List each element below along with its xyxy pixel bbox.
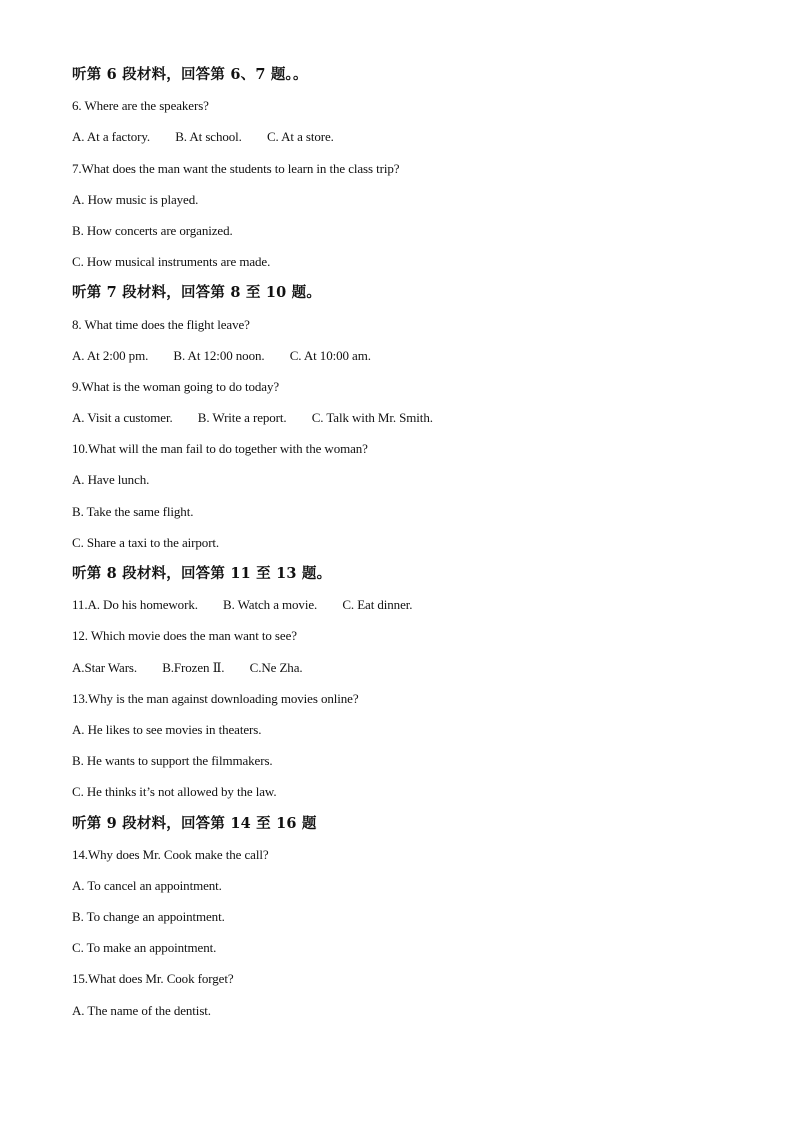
option-13-b: B. He wants to support the filmmakers. [72,753,273,769]
question-stem-6: 6. Where are the speakers? [72,98,209,114]
option-13-a: A. He likes to see movies in theaters. [72,721,262,737]
option-7-c: C. How musical instruments are made. [72,254,271,270]
option-11-a: 11.A. Do his homework. [72,597,198,613]
option-6-c: C. At a store. [266,129,334,145]
options-row-11 [72,594,752,625]
section-heading-7: 听第 7 段材料，回答第 8 至 10 题。 [72,284,322,302]
option-6-b: B. At school. [175,129,242,145]
option-13-c: C. He thinks it’s not allowed by the law. [72,784,277,800]
question-stem-14: 14.Why does Mr. Cook make the call? [72,846,269,862]
question-stem-7: 7.What does the man want the students to learn in the class trip? [72,160,400,176]
options-row-8 [72,345,752,376]
option-11-b: B. Watch a movie. [223,597,318,613]
option-7-a: A. How music is played. [72,191,199,207]
options-row-12 [72,657,752,688]
question-stem-8: 8. What time does the flight leave? [72,316,250,332]
option-15-a: A. The name of the dentist. [72,1002,211,1018]
option-10-a: A. Have lunch. [72,472,150,488]
section-heading-8: 听第 8 段材料，回答第 11 至 13 题。 [72,565,332,582]
option-7-b: B. How concerts are organized. [72,222,233,238]
option-11-c: C. Eat dinner. [342,597,413,613]
question-stem-10: 10.What will the man fail to do together with the woman? [72,441,368,457]
option-14-c: C. To make an appointment. [72,940,217,956]
option-9-a: A. Visit a customer. [72,410,173,426]
section-heading-6: 听第 6 段材料，回答第 6、7 题。。 [72,66,308,83]
option-12-b: B.Frozen Ⅱ. [162,659,225,675]
option-9-b: B. Write a report. [197,410,287,426]
option-14-a: A. To cancel an appointment. [72,877,222,893]
option-8-c: C. At 10:00 am. [289,347,371,363]
question-stem-9: 9.What is the woman going to do today? [72,378,280,394]
option-9-c: C. Talk with Mr. Smith. [311,410,433,426]
option-10-b: B. Take the same flight. [72,503,194,519]
options-row-9 [72,407,752,438]
section-heading-9: 听第 9 段材料，回答第 14 至 16 题 [72,814,317,832]
option-12-a: A.Star Wars. [72,659,138,675]
option-14-b: B. To change an appointment. [72,909,225,925]
option-12-c: C.Ne Zha. [249,659,303,675]
option-8-b: B. At 12:00 noon. [173,347,265,363]
question-stem-15: 15.What does Mr. Cook forget? [72,971,234,987]
question-stem-13: 13.Why is the man against downloading movies online? [72,690,359,706]
question-stem-12: 12. Which movie does the man want to see? [72,628,297,644]
option-10-c: C. Share a taxi to the airport. [72,534,220,550]
exam-page [72,64,752,1031]
option-6-a: A. At a factory. [72,129,151,145]
options-row-6 [72,126,752,157]
option-8-a: A. At 2:00 pm. [72,347,149,363]
